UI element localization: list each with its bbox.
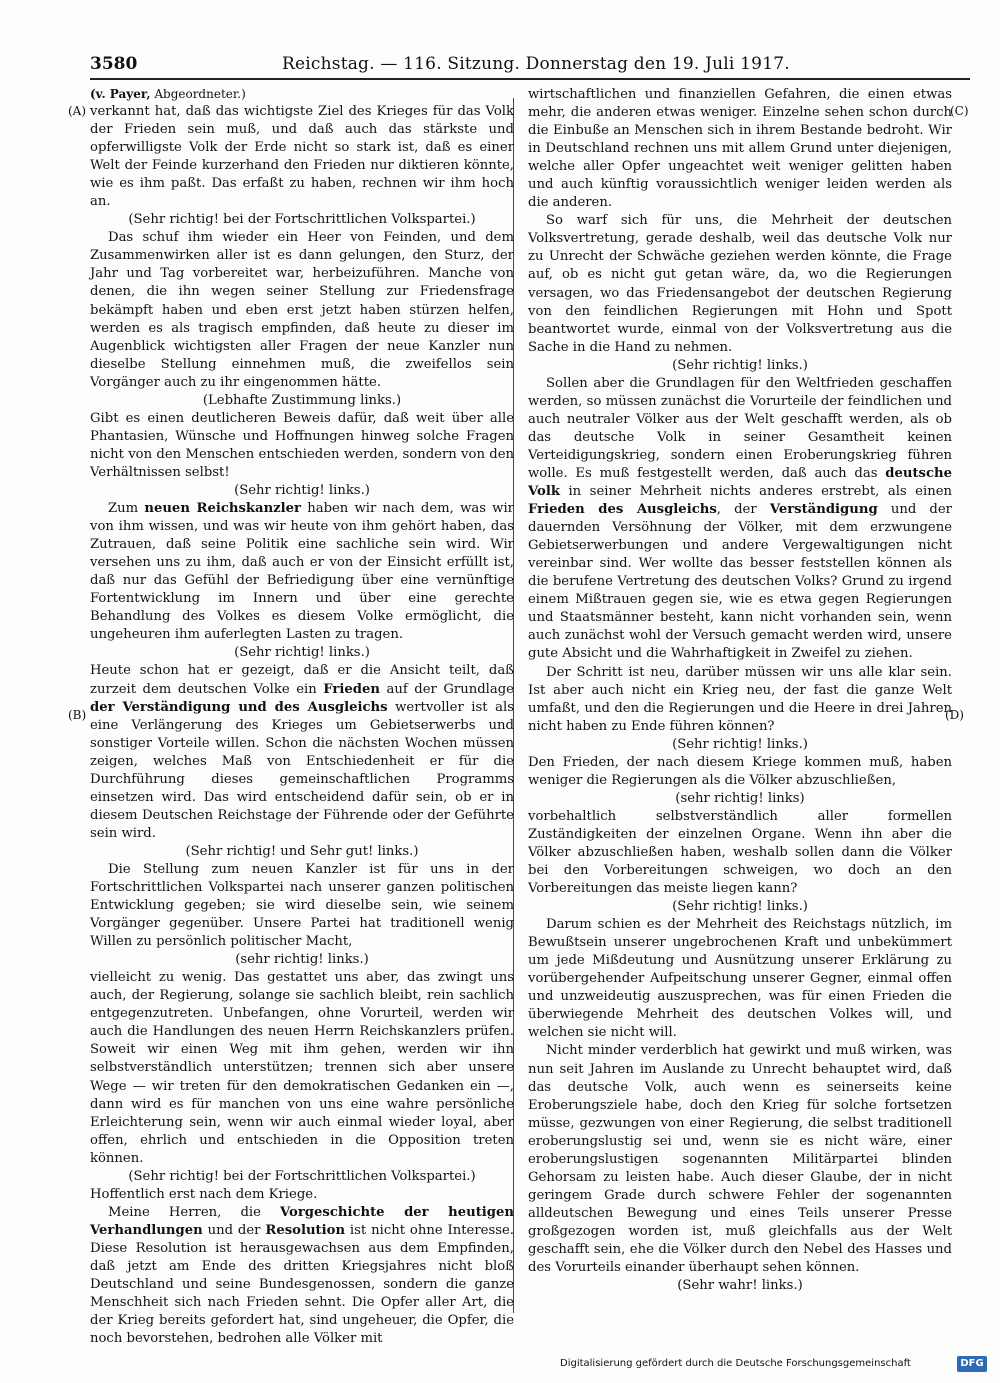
paragraph: Der Schritt ist neu, darüber müssen wir uns alle klar sein. Ist aber auch nicht ein Krieg neu, der fast die ganze Welt umfaßt, und den die Regierungen und die Heere in drei Jahren nicht haben zu Ende führen können? xyxy=(528,664,952,734)
paragraph: Den Frieden, der nach diesem Kriege kommen muß, haben weniger die Regierungen als die Völker abzuschließen, xyxy=(528,754,952,788)
margin-mark-a: (A) xyxy=(68,104,87,118)
reaction: (Sehr wahr! links.) xyxy=(677,1278,803,1294)
reaction: (Sehr richtig! links.) xyxy=(234,482,370,498)
text-run: auf der Grundlage xyxy=(379,681,514,697)
dfg-logo: DFG xyxy=(957,1356,987,1372)
paragraph: vielleicht zu wenig. Das gestattet uns aber, das zwingt uns auch, der Regierung, solange sie sachlich bleibt, rein sachlich entgegenzutreten. Unbefangen, ohne Vorurteil, werden wir auch die Handlungen des neuen Herrn Reichskanzlers prüfen. Soweit wir einen Weg mit ihm gehen, werden wir ihn selbstverständlich unterstützen; trennen sich aber unsere Wege — wir treten für den demokratischen Gedanken ein —, dann wird es für manchen von uns eine wahre persönliche Erleichterung sein, wenn wir auch einmal wieder loyal, aber offen, ehrlich und entschieden in die Opposition treten können. xyxy=(90,970,514,1166)
emphasis: deutsche Volk xyxy=(528,465,952,500)
text-run: , der xyxy=(716,502,770,518)
paragraph xyxy=(528,375,952,664)
text-run: ist nicht ohne Interesse. Diese Resolution ist herausgewachsen aus dem Empfinden, daß jetzt am Ende des dritten Kriegsjahres nicht bloß Deutschland und seine Bundesgenossen, sondern die ganze Menschheit sich nach Frieden sehnt. Die Opfer aller Art, die der Krieg bereits gefordert hat, sind ungeheuer, die Opfer, die noch bevorstehen, bedrohen alle Völker mit xyxy=(90,1222,514,1347)
left-column xyxy=(90,86,514,1348)
text-run: Sollen aber die Grundlagen für den Weltfrieden geschaffen werden, so müssen zunächst die Vorurteile der feindlichen und auch neutraler Völker aus der Welt geschafft werden, als ob das deutsche Volk in seiner Gesamtheit keinen Verteidigungskrieg, sondern einen Eroberungskrieg führen wolle. Es muß festgestellt werden, daß auch das xyxy=(528,375,952,481)
reaction: (sehr richtig! links) xyxy=(675,790,805,806)
paragraph xyxy=(90,1204,514,1348)
paragraph: Darum schien es der Mehrheit des Reichstags nützlich, im Bewußtsein unserer ungebrochenen Kraft und unbekümmert um jede Mißdeutung und Ausnützung unserer Erklärung zu vorübergehender Aufpeitschung unserer Gegner, einmal offen und unzweideutig auszusprechen, was für einen Frieden die überwiegende Mehrheit des deutschen Volkes will, und welchen sie nicht will. xyxy=(528,917,952,1041)
funding-note: Digitalisierung gefördert durch die Deutsche Forschungsgemeinschaft xyxy=(560,1358,911,1369)
margin-mark-d: (D) xyxy=(945,708,964,722)
speaker-label xyxy=(90,86,514,103)
emphasis: der Verständigung und des Ausgleichs xyxy=(90,699,388,715)
paragraph: So warf sich für uns, die Mehrheit der deutschen Volksvertretung, gerade deshalb, weil das deutsche Volk nur zu Unrecht der Schwäche geziehen werden könnte, die Frage auf, ob es nicht gut getan wäre, da, wo die Regierungen versagen, wo das Friedensangebot der deutschen Regierung von den feindlichen Regierungen mit Hohn und Spott beantwortet wurde, einmal von der Volksvertretung aus die Sache in die Hand zu nehmen. xyxy=(528,213,952,355)
text-run: wertvoller ist als eine Verlängerung des Krieges um Gebietserwerbs und sonstiger Vorteile willen. Schon die nächsten Wochen müssen zeigen, welches Maß von Entschiedenheit er für die Durchführung dieses gemeinschaftlichen Programms einsetzen wird. Das wird entscheidend dafür sein, ob er in diesem Deutschen Reichstage der Führende oder der Geführte sein wird. xyxy=(90,699,514,841)
reaction: (Sehr richtig! und Sehr gut! links.) xyxy=(185,843,419,859)
emphasis: Resolution xyxy=(265,1222,346,1238)
header-rule xyxy=(90,78,970,80)
speaker-role: Abgeordneter.) xyxy=(154,87,246,101)
text-run: in seiner Mehrheit nichts anderes erstrebt, als einen xyxy=(559,484,952,500)
text-run: und der dauernden Versöhnung der Völker, mit dem erzwungene Gebietserwerbungen und andere Vergewaltigungen nicht vereinbar sind. Wer wollte das besser feststellen können als die berufene Vertretung des deutschen Volks? Grund zu irgend einem Mißtrauen gegen sie, wie es etwa gegen Regierungen und Staatsmänner besteht, kann nicht vorhanden sein, wenn auch zunächst wohl der Versuch gemacht werden wird, unsere gute Absicht und die Wahrhaftigkeit in Zweifel zu ziehen. xyxy=(528,502,952,662)
paragraph: Gibt es einen deutlicheren Beweis dafür, daß weit über alle Phantasien, Wünsche und Hoffnungen hinweg solche Fragen nicht von den Menschen entschieden werden, sondern von den Verhältnissen selbst! xyxy=(90,410,514,480)
paragraph: Die Stellung zum neuen Kanzler ist für uns in der Fortschrittlichen Volkspartei nach unserer ganzen politischen Entwicklung gegeben; sie wird dieselbe sein, wie seinem Vorgänger gegenüber. Unsere Partei hat traditionell wenig Willen zu persönlich politischer Macht, xyxy=(90,861,514,950)
reaction: (Sehr richtig! links.) xyxy=(234,645,370,661)
emphasis: Verständigung xyxy=(769,502,878,518)
paragraph xyxy=(90,500,514,644)
paragraph: Nicht minder verderblich hat gewirkt und muß wirken, was nun seit Jahren im Auslande zu Unrecht behauptet wird, daß das deutsche Volk, auch wenn es seinerseits keine Eroberungsziele habe, doch den Krieg für solche fortsetzen müsse, gezwungen von einer Regierung, die selbst traditionell eroberungslustig sei und, wenn sie es nicht wäre, einer eroberungslustigen sogenannten Militärpartei blinden Gehorsam zu leisten habe. Auch dieser Glaube, der in nicht geringem Grade durch schwere Fehler der sogenannten alldeutschen Bewegung und eines Teils unserer Presse großgezogen worden ist, muß gleichfalls aus der Welt geschafft sein, ehe die Völker durch den Nebel des Hasses und des Vorurteils einander überhaupt sehen können. xyxy=(528,1043,952,1276)
emphasis: Frieden xyxy=(323,681,380,697)
reaction: (Sehr richtig! links.) xyxy=(672,736,808,752)
paragraph: wirtschaftlichen und finanziellen Gefahren, die einen etwas mehr, die anderen etwas weniger. Einzelne sehen schon durch die Einbuße an Menschen sich in ihrem Bestande bedroht. Wir in Deutschland rechnen uns mit allem Grund unter diejenigen, welche aller Opfer ungeachtet weit weniger gelitten haben und auch künftig voraussichtlich weniger leiden werden als die anderen. xyxy=(528,87,952,211)
margin-mark-c: (C) xyxy=(950,104,969,118)
page-number: 3580 xyxy=(90,54,138,74)
digitization-footer xyxy=(560,1355,990,1373)
reaction: (Lebhafte Zustimmung links.) xyxy=(202,392,402,408)
emphasis: Vorgeschichte der heutigen Verhandlungen xyxy=(90,1204,515,1238)
reaction: (Sehr richtig! bei der Fortschrittlichen Volkspartei.) xyxy=(128,1168,476,1184)
reaction: (Sehr richtig! links.) xyxy=(672,899,808,915)
paragraph: Hoffentlich erst nach dem Kriege. xyxy=(90,1186,318,1202)
paragraph xyxy=(90,662,514,842)
paragraph: vorbehaltlich selbstverständlich aller formellen Zuständigkeiten der einzelnen Organe. Wenn ihn aber die Völker abzuschließen haben, weshalb sollen dann die Völker bei den Vorbereitungen schweigen, wo doch an den Vorbereitungen das meiste liegen kann? xyxy=(528,808,952,897)
text-run: und der xyxy=(202,1222,266,1238)
reaction: (sehr richtig! links.) xyxy=(235,952,369,968)
margin-mark-b: (B) xyxy=(68,708,87,722)
text-run: haben wir nach dem, was wir von ihm wissen, und was wir heute von ihm gehört haben, das Zutrauen, daß seine Politik eine sachliche sein wird. Wir versehen uns zu ihm, daß auch er von der Einsicht erfüllt ist, daß nur das Gefühl der Befriedigung über eine vernünftige Fortentwicklung im Innern und über eine gerechte Behandlung des Volkes es diesem Volke ermöglicht, die ungeheuren ihm auferlegten Lasten zu tragen. xyxy=(90,501,514,643)
text-run: Meine Herren, die xyxy=(108,1204,281,1220)
reaction: (Sehr richtig! bei der Fortschrittlichen Volkspartei.) xyxy=(128,212,476,228)
emphasis: neuen Reichskanzler xyxy=(144,501,302,517)
text-run: Zum xyxy=(108,501,145,517)
right-column xyxy=(528,86,952,1295)
reaction: (Sehr richtig! links.) xyxy=(672,357,808,373)
speaker-name: (v. Payer, xyxy=(90,87,151,101)
text-run: Heute schon hat er gezeigt, daß er die Ansicht teilt, daß zurzeit dem deutschen Volke ein xyxy=(90,663,514,697)
emphasis: Frieden des Ausgleichs xyxy=(528,502,717,518)
paragraph: verkannt hat, daß das wichtigste Ziel des Krieges für das Volk der Frieden sein muß, und daß auch das stärkste und opferwilligste Volk der Erde nicht so stark ist, daß es einer Welt der Feinde kurzerhand den Frieden nur diktieren könnte, wie es ihm paßt. Das erfaßt zu haben, rechnen wir ihm hoch an. xyxy=(90,104,514,210)
paragraph: Das schuf ihm wieder ein Heer von Feinden, und dem Zusammenwirken aller ist es dann gelungen, den Sturz, der Jahr und Tag vorbereitet war, herbeizuführen. Manche von denen, die ihn wegen seiner Stellung zur Friedensfrage bekämpft haben und eben erst jetzt haben stürzen helfen, werden es als tragisch empfinden, daß heute zu dieser im Augenblick wichtigsten aller Fragen der neue Kanzler nun dieselbe Stellung einnehmen muß, die zweifellos sein Vorgänger auch zu ihr eingenommen hätte. xyxy=(90,230,514,390)
running-title: Reichstag. — 116. Sitzung. Donnerstag den 19. Juli 1917. xyxy=(282,54,790,74)
